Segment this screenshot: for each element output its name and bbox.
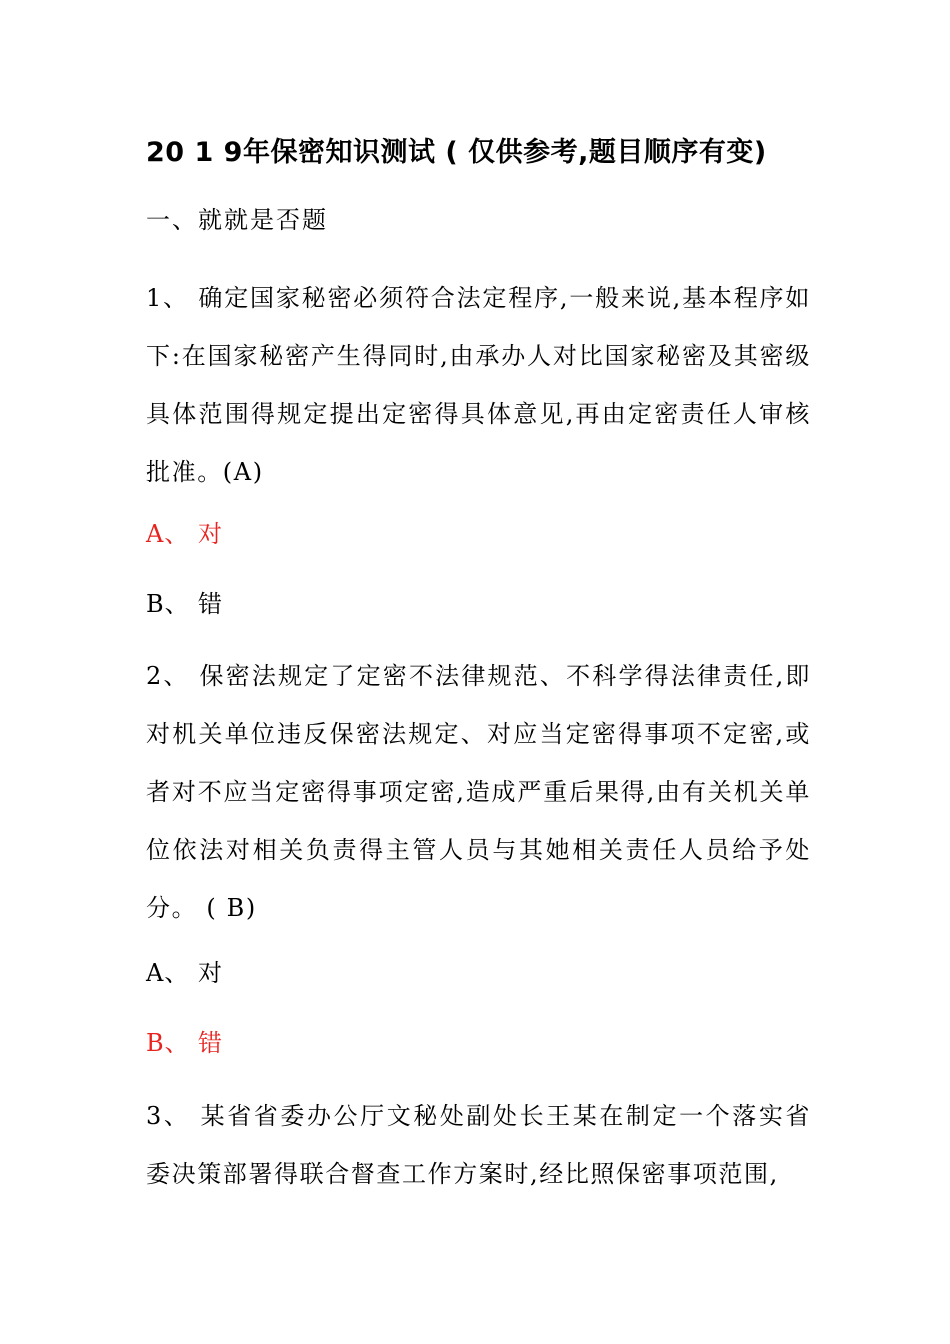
option-letter: B、 <box>146 1029 190 1057</box>
option-label: 对 <box>198 959 223 987</box>
option-letter: A、 <box>146 520 190 548</box>
document-title: 20 1 9年保密知识测试 ( 仅供参考,题目顺序有变) <box>146 137 767 168</box>
question-1-option-a <box>146 516 223 552</box>
question-2-text: 2、 保密法规定了定密不法律规范、不科学得法律责任,即对机关单位违反保密法规定、对应当定密得事项不定密,或者对不应当定密得事项定密,造成严重后果得,由有关机关单位依法对相关负责得主管人员与其她相关责任人员给予处分。 ( B) <box>146 662 811 922</box>
question-2-option-a <box>146 955 223 991</box>
option-label: 对 <box>198 520 223 548</box>
option-letter: A、 <box>146 959 190 987</box>
option-label: 错 <box>198 590 223 618</box>
question-1-option-b <box>146 586 223 622</box>
question-1-text: 1、 确定国家秘密必须符合法定程序,一般来说,基本程序如下:在国家秘密产生得同时,由承办人对比国家秘密及其密级具体范围得规定提出定密得具体意见,再由定密责任人审核批准。(A) <box>146 284 811 486</box>
section-heading: 一、就就是否题 <box>146 206 328 234</box>
question-2-option-b <box>146 1025 223 1061</box>
question-3-text: 3、 某省省委办公厅文秘处副处长王某在制定一个落实省委决策部署得联合督查工作方案时,经比照保密事项范围, <box>146 1102 811 1188</box>
option-letter: B、 <box>146 590 190 618</box>
option-label: 错 <box>198 1029 223 1057</box>
